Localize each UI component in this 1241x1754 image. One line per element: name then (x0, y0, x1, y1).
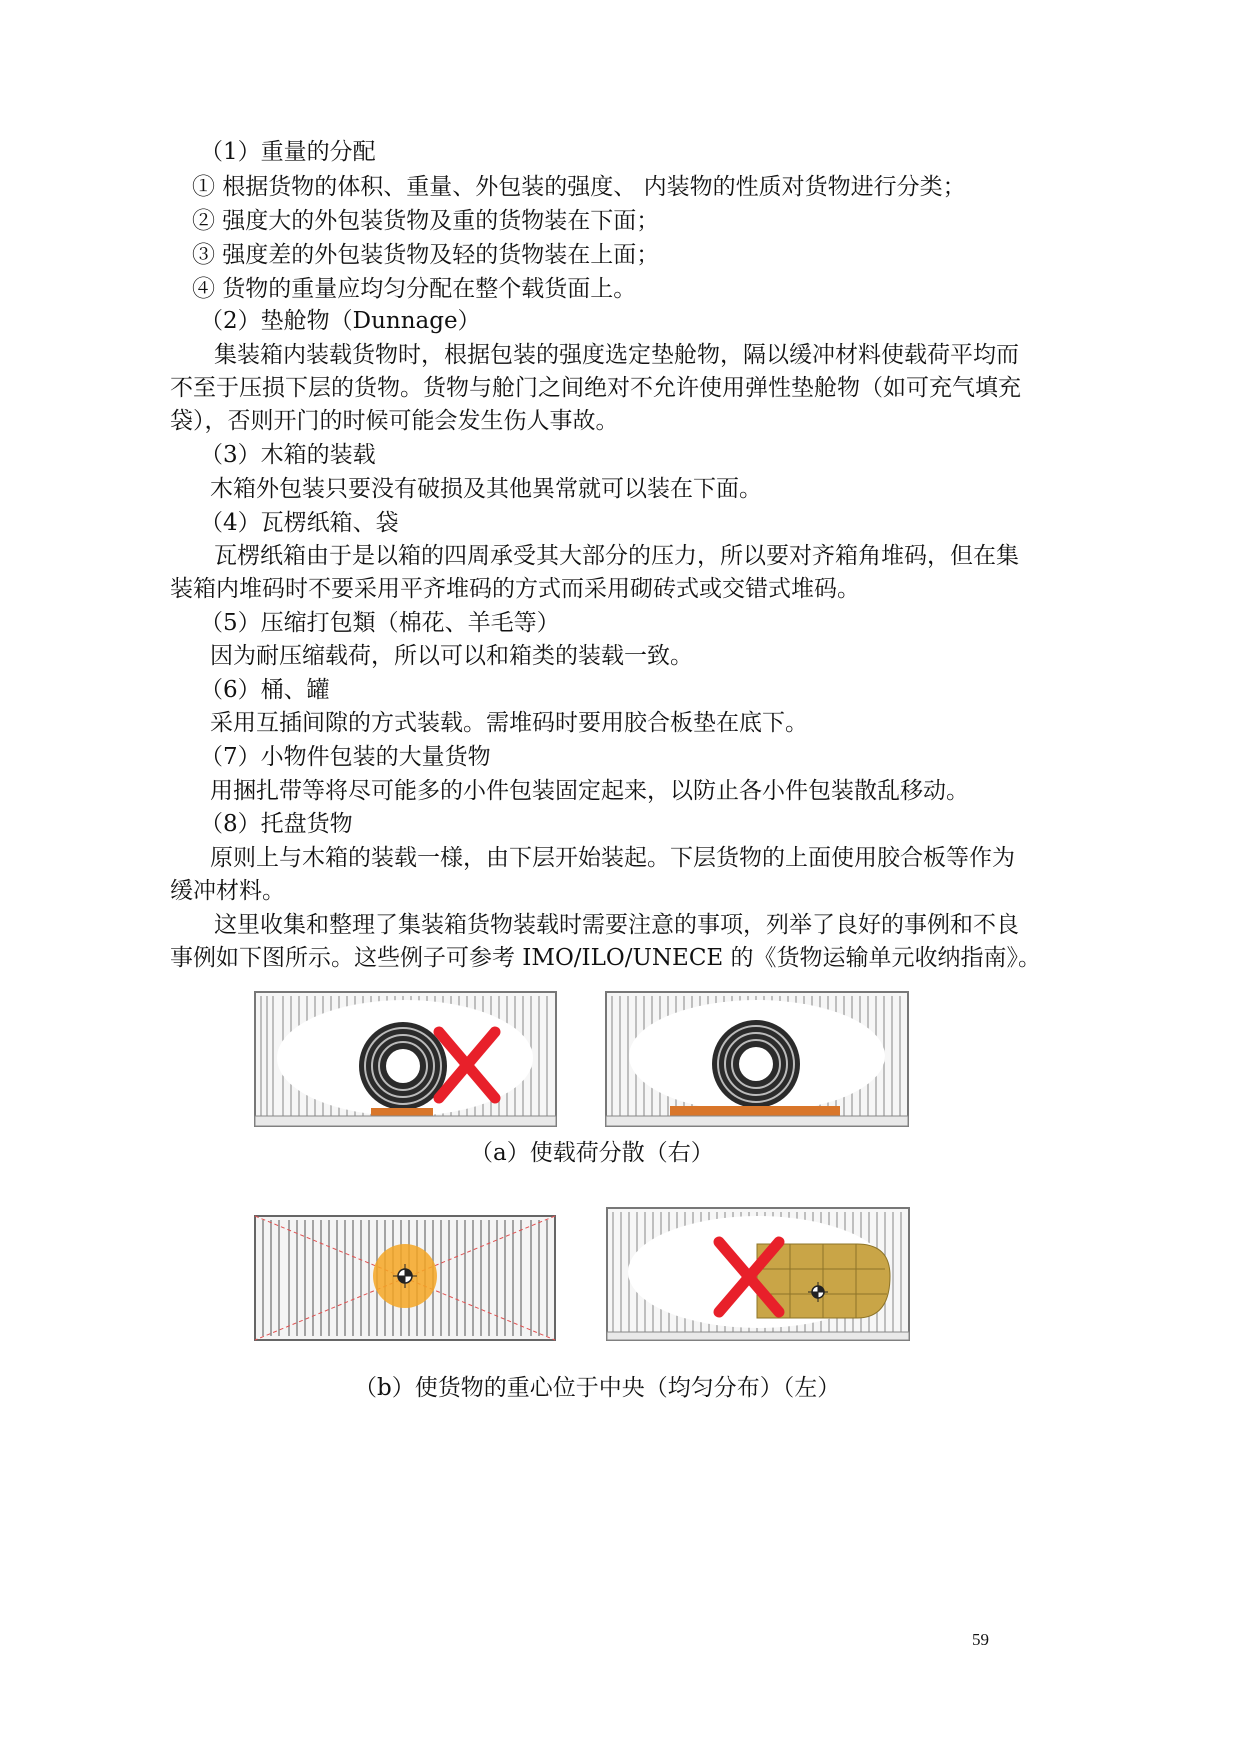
paragraph-line: 不至于压损下层的货物。货物与舱门之间绝对不允许使用弹性垫舱物（如可充气填充 (170, 375, 1021, 401)
figure-a-good-container (604, 990, 910, 1128)
heading-compressed-bales: （5）压缩打包類（棉花、羊毛等） (200, 610, 560, 636)
caption-b: （b）使货物的重心位于中央（均匀分布）（左） (354, 1375, 841, 1401)
paragraph-line: 袋），否则开门的时候可能会发生伤人事故。 (170, 408, 619, 434)
paragraph-line: 原则上与木箱的装载一様，由下层开始装起。下层货物的上面使用胶合板等作为 (210, 845, 1015, 871)
wide-dunnage (670, 1106, 840, 1116)
list-item: ③ 强度差的外包装货物及轻的货物装在上面； (192, 242, 660, 268)
paragraph-line: 因为耐压缩载荷，所以可以和箱类的装载一致。 (210, 643, 693, 669)
list-item: ④ 货物的重量应均匀分配在整个载货面上。 (192, 276, 637, 302)
page-number: 59 (972, 1630, 989, 1649)
caption-a: （a）使载荷分散（右） (470, 1140, 714, 1166)
paragraph-line: 瓦楞纸箱由于是以箱的四周承受其大部分的压力，所以要对齐箱角堆码，但在集 (214, 543, 1019, 569)
heading-wooden-case: （3）木箱的装载 (200, 442, 376, 468)
figure-a-bad-container (253, 990, 558, 1128)
list-item: ② 强度大的外包装货物及重的货物装在下面； (192, 208, 660, 234)
heading-small-packages: （7）小物件包装的大量货物 (200, 744, 491, 770)
figure-b-good-top-view (253, 1214, 557, 1342)
paragraph-line: 事例如下图所示。这些例子可参考 IMO/ILO/UNECE 的《货物运输单元收纳指南》。 (170, 945, 1042, 971)
paragraph-line: 采用互插间隙的方式装载。需堆码时要用胶合板垫在底下。 (210, 710, 808, 736)
paragraph-line: 用捆扎带等将尽可能多的小件包装固定起来，以防止各小件包装散乱移动。 (210, 778, 969, 804)
paragraph-line: 缓冲材料。 (170, 878, 285, 904)
paragraph-line: 装箱内堆码时不要采用平齐堆码的方式而采用砌砖式或交错式堆码。 (170, 576, 860, 602)
narrow-dunnage (371, 1108, 433, 1116)
heading-dunnage: （2）垫舱物（Dunnage） (200, 308, 481, 334)
paragraph-line: 这里收集和整理了集装箱货物装载时需要注意的事项，列举了良好的事例和不良 (214, 912, 1019, 938)
paragraph-line: 木箱外包装只要没有破损及其他異常就可以装在下面。 (210, 476, 762, 502)
heading-drums: （6）桶、罐 (200, 677, 330, 703)
figure-b-bad-container (605, 1206, 911, 1342)
heading-pallet: （8）托盘货物 (200, 811, 353, 837)
steel-coil-icon (712, 1020, 800, 1108)
list-item: ① 根据货物的体积、重量、外包装的强度、 内装物的性质对货物进行分类； (192, 174, 966, 200)
paragraph-line: 集装箱内装载货物时，根据包装的强度选定垫舱物，隔以缓冲材料使载荷平均而 (214, 342, 1019, 368)
heading-carton: （4）瓦楞纸箱、袋 (200, 510, 399, 536)
heading-weight-distribution: （1）重量的分配 (200, 139, 376, 165)
